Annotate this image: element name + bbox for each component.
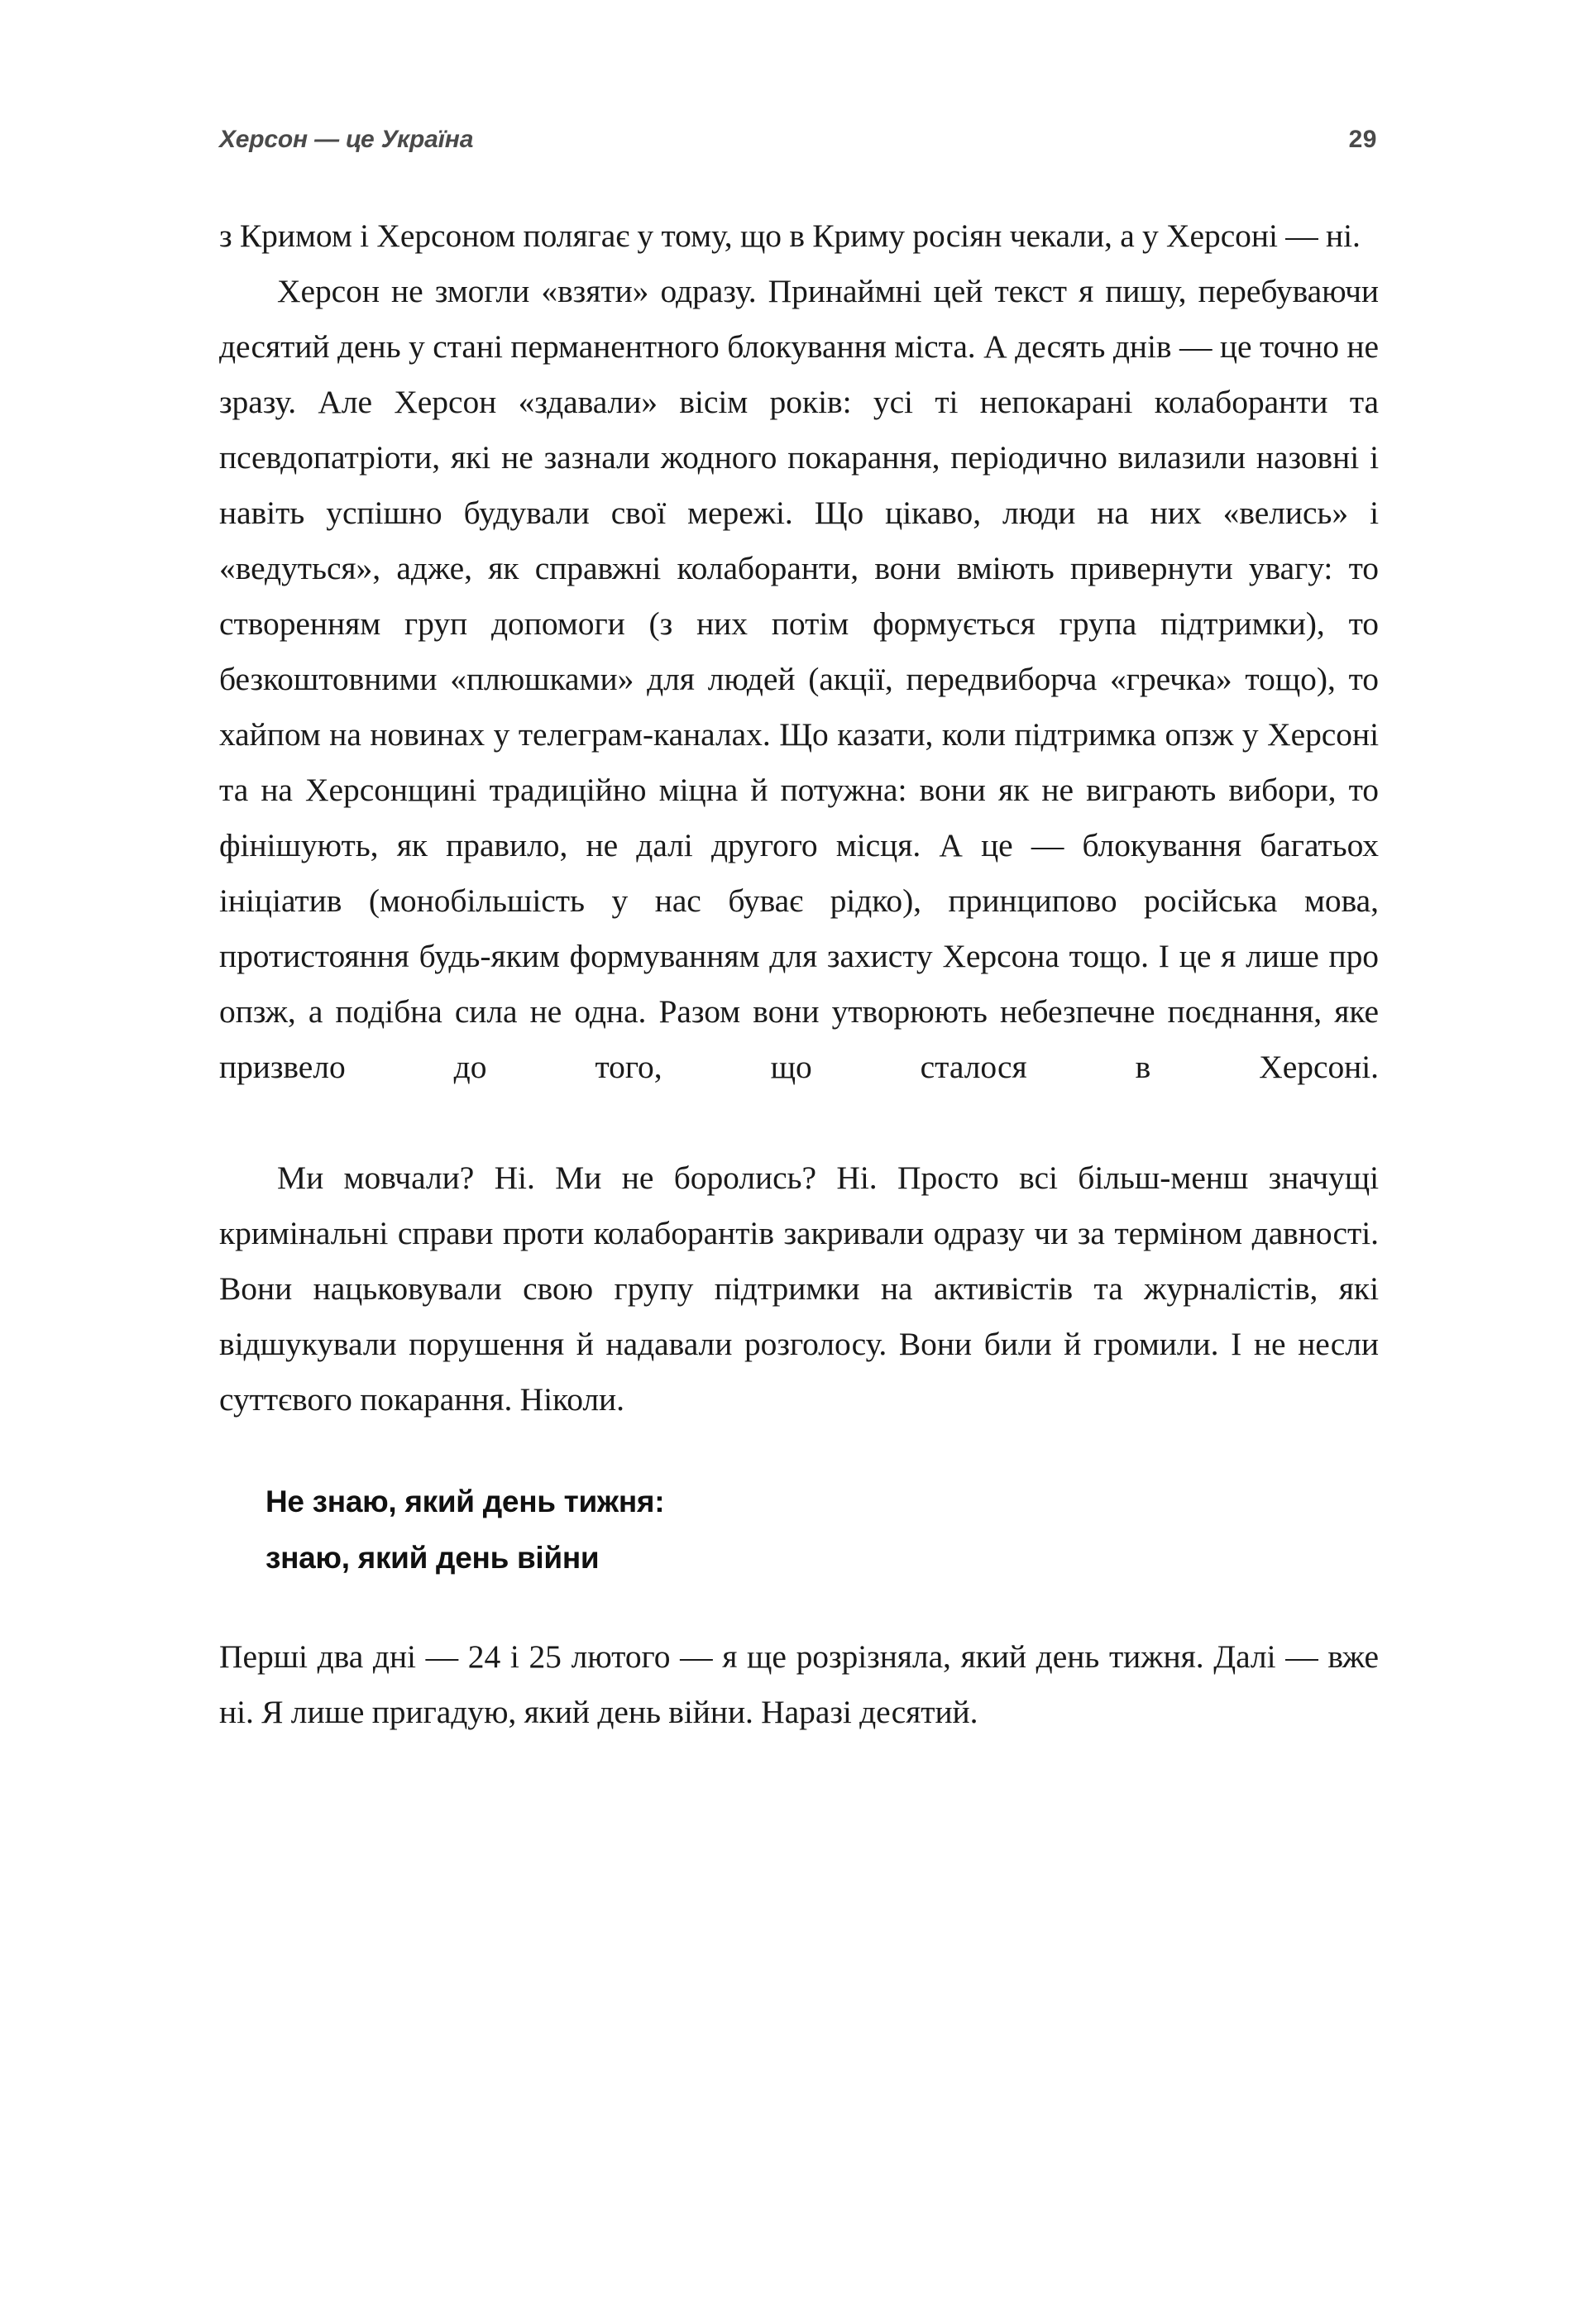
paragraph-first-two-days: Перші два дні — 24 і 25 лютого — я ще розрізняла, який день тижня. Далі — вже ні. Я лише пригадую, який день війни. Наразі десятий. — [219, 1638, 1379, 1730]
section-heading-line-2: знаю, який день війни — [265, 1541, 600, 1575]
section-heading — [219, 1474, 1379, 1586]
text-column — [219, 208, 1379, 1740]
running-head — [219, 126, 1377, 164]
page-number: 29 — [1348, 126, 1377, 153]
section-heading-line-1: Не знаю, який день тижня: — [265, 1485, 665, 1518]
paragraph-we-were-silent: Ми мовчали? Ні. Ми не боролись? Ні. Просто всі більш-менш значущі кримінальні справи проти колаборантів закривали одразу чи за терміном давності. Вони нацьковували свою групу підтримки на активістів та журналістів, які відшукували порушення й надавали розголосу. Вони били й громили. І не несли суттєвого покарання. Ніколи. — [219, 1160, 1379, 1418]
paragraph-continued: з Кримом і Херсоном полягає у тому, що в Криму росіян чекали, а у Херсоні — ні. — [219, 218, 1361, 254]
paragraph-kherson-not-taken: Херсон не змогли «взяти» одразу. Принаймні цей текст я пишу, перебуваючи десятий день у стані перманентного блокування міста. А десять днів — це точно не зразу. Але Херсон «здавали» вісім років: усі ті непокарані колаборанти та псевдопатріоти, які не зазнали жодного покарання, періодично вилазили назовні і навіть успішно будували свої мережі. Що цікаво, люди на них «велись» і «ведуться», адже, як справжні колаборанти, вони вміють привернути увагу: то створенням груп допомоги (з них потім формується група підтримки), то безкоштовними «плюшками» для людей (акції, передвиборча «гречка» тощо), то хайпом на новинах у телеграм-каналах. Що казати, коли підтримка опзж у Херсоні та на Херсонщині традиційно міцна й потужна: вони як не виграють вибори, то фінішують, як правило, не далі другого місця. А це — блокування багатьох ініціатив (монобільшість у нас буває рідко), принципово російська мова, протистояння будь-яким формуванням для захисту Херсона тощо. І це я лише про опзж, а подібна сила не одна. Разом вони утворюють небезпечне поєднання, яке призвело до того, що сталося в Херсоні. — [219, 273, 1379, 1085]
running-head-title: Херсон — це Україна — [219, 126, 474, 153]
